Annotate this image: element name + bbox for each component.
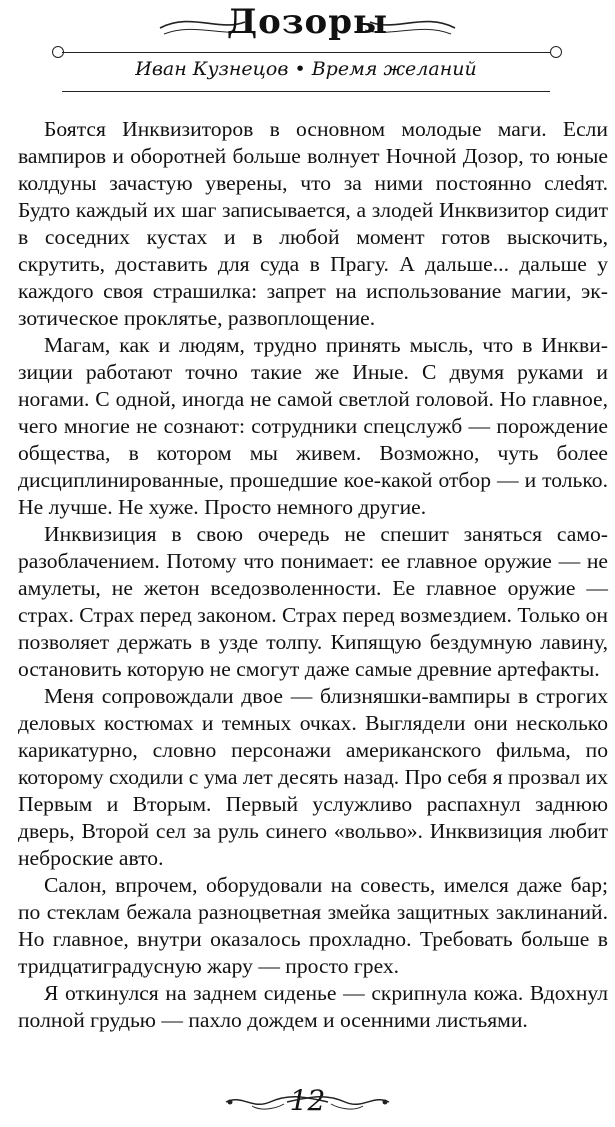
rule-end-ornament-icon [52,46,64,58]
paragraph: Инквизиция в свою очередь не спешит заняться саморазоблачением. Потому что понимает: ее главное оружие — не амулеты, не жетон вседозволенности. Ее главное оружие — страх. Страх перед законом. Страх перед возмездием. Только он позволяет держать в узде толпу. Кипящую бездумную лавину, остановить которую не смогут даже самые древние артефакты. [18,522,608,681]
paragraph: Меня сопровождали двое — близняшки-вампиры в строгих деловых костюмах и темных очках. Выглядели они несколько карикатурно, словно персонажи американского фильма, по которому сходили с ума лет десять назад. Про себя я прозвал их Первым и Вторым. Первый услужливо распахнул заднюю дверь, Второй сел за руль синего «вольво». Инквизиция любит неброские авто. [18,684,608,870]
paragraph: Я откинулся на заднем сиденье — скрипнула кожа. Вдохнул полной грудью — пахло дождем и осенними листьями. [18,981,608,1032]
title-separator: • [294,58,306,80]
body-text [18,116,608,1034]
paragraph: Боятся Инквизиторов в основном молодые маги. Если вампиров и оборотней больше волнует Ночной Дозор, то юные колдуны зачастую уверены, что за ними постоянно слеdят. Будто каждый их шаг записывается, а злодей Инквизитор сидит в соседних кустах и в любой момент готов выскочить, скрутить, доставить для суда в Прагу. А дальше... дальше у каждого своя страшилка: запрет на использование магии, экзотическое проклятье, развоплощение. [18,117,608,330]
header-bottom-rule [62,91,550,92]
paragraph: Магам, как и людям, трудно принять мысль, что в Инквизиции работают точно такие же Иные. С двумя руками и ногами. С одной, иногда не самой светлой головой. Но главное, чего многие не сознают: сотрудники спецслужб — порождение общества, в котором мы живем. Возможно, чуть более дисциплинированные, прошедшие кое-какой отбор — и только. Не лучше. Не хуже. Просто немного другие. [18,333,608,519]
header-top-rule [62,52,550,53]
running-title [62,58,550,80]
author-name: Иван Кузнецов [135,58,289,80]
page-number: 12 [289,1084,326,1117]
running-header [0,0,615,100]
page-footer [0,1082,615,1122]
paragraph: Салон, впрочем, оборудовали на совесть, имелся даже бар; по стеклам бежала разноцветная змейка защитных заклинаний. Но главное, внутри оказалось прохладно. Требовать больше в тридцатиградусную жару — просто грех. [18,873,608,978]
series-logo-text: Дозоры [226,2,389,42]
series-logo [150,2,465,42]
right-flourish-icon [283,1092,393,1112]
rule-end-ornament-icon [550,46,562,58]
book-title: Время желаний [311,58,477,80]
